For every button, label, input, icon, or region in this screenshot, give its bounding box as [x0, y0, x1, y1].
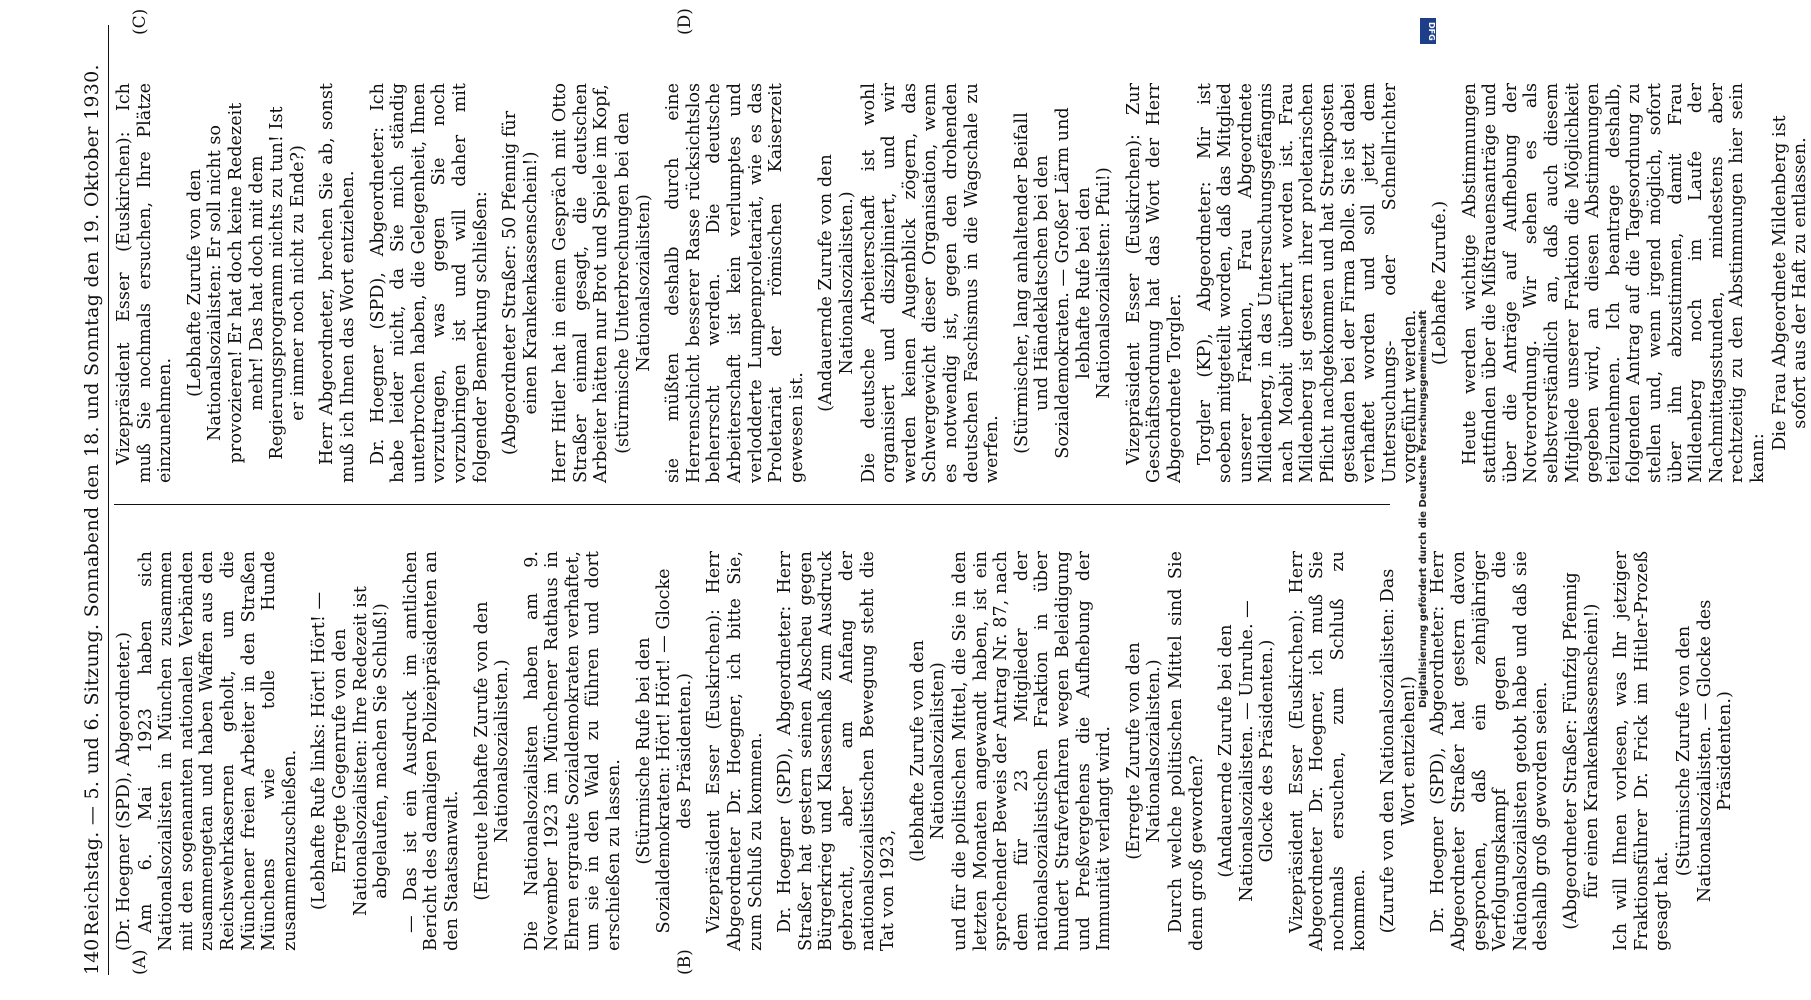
paragraph: Heute werden wichtige Abstimmungen stattfinden über die Mißtrauensanträge und über die Anträge auf Aufhebung der Notverordnung. Wir sehen es als selbstverständlich an, daß auch diesem Mitgliede unserer Fraktion die Möglichkeit gegeben wird, an diesen Abstimmungen teilzunehmen. Ich beantrage deshalb, folgenden Antrag auf die Tagesordnung zu stellen und, wenn irgend möglich, sofort über ihn abzustimmen, damit Frau Mildenberg noch im Laufe der Nachmittagsstunden, mindestens aber rechtzeitig zu den Abstimmungen hier sein kann: — [1459, 83, 1768, 483]
paragraph: Dr. Hoegner (SPD), Abgeordneter: Herr Straßer hat gestern seinen Abscheu gegen Bürgerkrieg und Klassenhaß zum Ausdruck gebracht, aber am Anfang der nationalsozialistischen Bewegung steht die Tat von 1923, — [775, 551, 899, 951]
interjection: (Zurufe von den Nationalsozialisten: Das Wort entziehen!) — [1378, 568, 1419, 934]
margin-marker-a: (A) — [130, 949, 150, 975]
interjection: (Lebhafte Rufe links: Hört! Hört! — Erregte Gegenrufe von den Nationalsozialisten: Ihre Redezeit ist abgelaufen, machen Sie Schluß!) — [309, 586, 392, 916]
right-column — [114, 83, 1811, 483]
interjection: (stürmische Unterbrechungen bei den Nationalsozialisten) — [613, 112, 654, 454]
paragraph: Vizepräsident Esser (Euskirchen): Ich muß Sie nochmals ersuchen, Ihre Plätze einzunehmen. — [114, 83, 176, 483]
paragraph: (Dr. Hoegner (SPD), Abgeordneter.) — [114, 632, 134, 951]
paragraph: Vizepräsident Esser (Euskirchen): Zur Geschäftsordnung hat das Wort der Herr Abgeordnete Torgler. — [1123, 83, 1185, 483]
paragraph: Die deutsche Arbeiterschaft ist wohl organisiert und diszipliniert, und wir werden keinen Augenblick zögern, das Schwergewicht dieser Organisation, wenn es notwendig ist, gegen den drohenden deutschen Faschismus in die Wagschale zu werfen. — [858, 83, 1003, 483]
interjection: (Erregte Zurufe von den Nationalsozialisten.) — [1123, 642, 1165, 860]
interjection: (Andauernde Zurufe von den Nationalsozialisten.) — [816, 154, 857, 412]
digitization-credit-text: Digitalisierung gefördert durch die Deutsche Forschungsgemeinschaft — [1418, 310, 1429, 708]
page-header — [80, 25, 109, 975]
paragraph: — Das ist ein Ausdruck im amtlichen Bericht des damaligen Polizeipräsidenten an den Staatsanwalt. — [400, 551, 462, 951]
paragraph: und für die politischen Mittel, die Sie in den letzten Monaten angewandt haben, ist ein sprechender Beweis der Antrag Nr. 87, nach dem für 23 Mitglieder der nationalsozialistischen Fraktion in über hundert Strafverfahren wegen Beleidigung und Preßvergehens die Aufhebung der Immunität verlangt wird. — [949, 551, 1115, 951]
interjection: (Stürmische Rufe bei den Sozialdemokraten: Hört! Hört! — Glocke des Präsidenten.) — [633, 568, 695, 934]
interjection: (Abgeordneter Straßer: 50 Pfennig für einen Krankenkassenschein!) — [500, 110, 541, 456]
interjection: (Lebhafte Zurufe von den Nationalsozialisten: Er soll nicht so provozieren! Er hat doch keine Redezeit mehr! Das hat doch mit dem Regierungsprogramm nichts zu tun! Ist er immer noch nicht zu Ende?) — [184, 102, 308, 464]
interjection: (Stürmischer, lang anhaltender Beifall und Händeklatschen bei den Sozialdemokraten. — Großer Lärm und lebhafte Rufe bei den Nationalsozialisten: Pfui!) — [1011, 107, 1115, 459]
column-divider — [114, 504, 1390, 505]
paragraph: Die Nationalsozialisten haben am 9. November 1923 im Münchener Rathaus in Ehren ergraute Sozialdemokraten verhaftet, um sie in den Wald zu führen und dort erschießen zu lassen. — [521, 551, 625, 951]
paragraph: Dr. Hoegner (SPD), Abgeordneter: Herr Abgeordneter Straßer hat gestern davon gesprochen, daß ein zehnjähriger Verfolgungskampf gegen die Nationalsozialisten getobt habe und daß sie deshalb groß geworden seien. — [1428, 551, 1552, 951]
margin-marker-b: (B) — [675, 949, 695, 975]
paragraph: Ich will Ihnen vorlesen, was Ihr jetziger Fraktionsführer Dr. Frick im Hitler-Prozeß gesagt hat. — [1611, 551, 1673, 951]
paragraph: Herr Abgeordneter, brechen Sie ab, sonst muß ich Ihnen das Wort entziehen. — [317, 83, 358, 483]
margin-marker-c: (C) — [130, 8, 150, 35]
paragraph: Durch welche politischen Mittel sind Sie denn groß geworden? — [1165, 551, 1207, 951]
interjection: (Erneute lebhafte Zurufe von den Nationalsozialisten.) — [471, 601, 513, 901]
paragraph: sie müßten deshalb durch eine Herrenschicht besserer Rasse rücksichtslos beherrscht werden. Die deutsche Arbeiterschaft ist kein verlumptes und verlodderte Lumpenproletariat, wie es das Proletariat der römischen Kaiserzeit gewesen ist. — [663, 83, 807, 483]
dfg-logo: DFG — [1420, 18, 1436, 44]
paragraph: Dr. Hoegner (SPD), Abgeordneter: Ich habe leider nicht, da Sie mich ständig unterbrochen haben, die Gelegenheit, Ihnen vorzutragen, was gegen Sie noch vorzubringen ist und will daher mit folgender Bemerkung schließen: — [367, 83, 491, 483]
paragraph: Vizepräsident Esser (Euskirchen): Herr Abgeordneter Dr. Hoegner, ich muß Sie nochmals ersuchen, zum Schluß zu kommen. — [1286, 551, 1369, 951]
interjection: (Abgeordneter Straßer: Fünfzig Pfennig für einen Krankenkassenschein!) — [1561, 572, 1602, 930]
interjection: (Andauernde Zurufe bei den Nationalsozialisten. — Unruhe. — Glocke des Präsidenten.) — [1216, 600, 1278, 902]
interjection: (Lebhafte Zurufe.) — [1430, 200, 1451, 366]
paragraph: Herr Hitler hat in einem Gespräch mit Otto Straßer einmal gesagt, die deutschen Arbeiter hätten nur Brot und Spiele im Kopf, — [550, 83, 612, 483]
digitization-credit — [1418, 8, 1444, 992]
paragraph: Vizepräsident Esser (Euskirchen): Herr Abgeordneter Dr. Hoegner, ich bitte Sie, zum Schluß zu kommen. — [704, 551, 766, 951]
margin-marker-d: (D) — [675, 8, 695, 35]
page-title: Reichstag. — 5. und 6. Sitzung. Sonnabend den 18. und Sonntag den 19. Oktober 1930. — [81, 64, 103, 936]
page-number: 140 — [81, 938, 103, 975]
interjection: (lebhafte Zurufe von den Nationalsozialisten) — [907, 640, 949, 862]
paragraph: Am 6. Mai 1923 haben sich Nationalsozialisten in München zusammen mit den sogenannten nationalen Verbänden zusammengetan und haben Waffen aus den Reichswehrkasernen geholt, um die Münchener freien Arbeiter in den Straßen Münchens wie tolle Hunde zusammenzuschießen. — [135, 551, 300, 951]
paragraph: Torgler (KP), Abgeordneter: Mir ist soeben mitgeteilt worden, daß das Mitglied unserer Fraktion, Frau Abgeordnete Mildenberg, in das Untersuchungsgefängnis nach Moabit überführt worden ist. Frau Mildenberg ist gestern ihrer proletarischen Pflicht nachgekommen und hat Streikposten gestanden bei der Firma Bolle. Sie ist dabei verhaftet worden und soll jetzt dem Untersuchungs- oder Schnellrichter vorgeführt werden. — [1194, 83, 1421, 483]
motion-text: Die Frau Abgeordnete Mildenberg ist sofort aus der Haft zu entlassen. — [1769, 115, 1811, 451]
left-column — [114, 551, 1736, 951]
interjection: (Stürmische Zurufe von den Nationalsozialisten. — Glocke des Präsidenten.) — [1673, 599, 1736, 903]
